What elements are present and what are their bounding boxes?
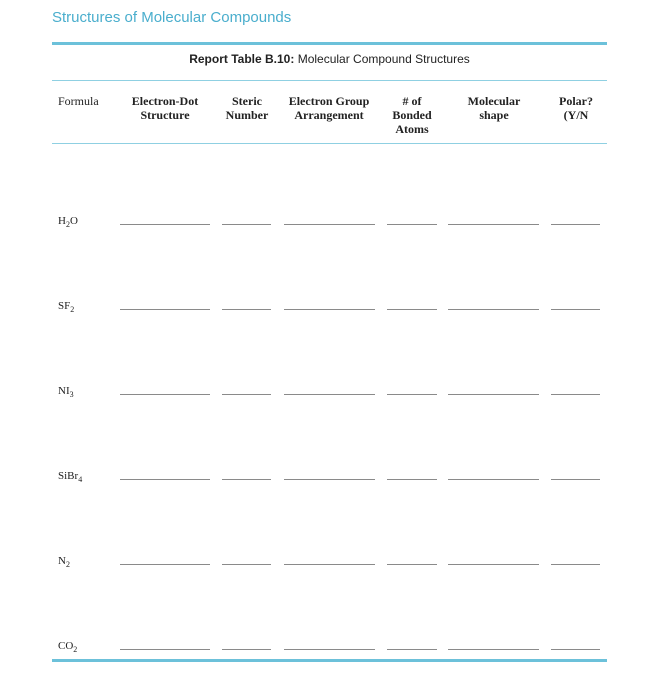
answer-blank-steric-number[interactable] [222,309,271,310]
header-line: Formula [58,94,99,108]
answer-blank-steric-number[interactable] [222,224,271,225]
answer-blank-bonded-atoms[interactable] [387,649,437,650]
formula-text: SF [58,300,71,312]
header-formula [58,94,99,108]
formula-text: NI [58,385,70,397]
answer-blank-polar[interactable] [551,224,600,225]
formula-text: SiBr [58,470,79,482]
answer-blank-steric-number[interactable] [222,564,271,565]
table-caption [52,52,607,66]
header-line: shape [479,108,509,122]
formula-cell [58,385,74,399]
answer-blank-steric-number[interactable] [222,479,271,480]
answer-blank-polar[interactable] [551,649,600,650]
answer-blank-electron-dot[interactable] [120,394,210,395]
answer-blank-molecular-shape[interactable] [448,649,539,650]
answer-blank-bonded-atoms[interactable] [387,564,437,565]
answer-blank-molecular-shape[interactable] [448,394,539,395]
answer-blank-polar[interactable] [551,479,600,480]
header-line: Structure [140,108,190,122]
formula-cell [58,215,78,229]
answer-blank-bonded-atoms[interactable] [387,309,437,310]
answer-blank-electron-group[interactable] [284,564,375,565]
header-steric [221,94,273,122]
answer-blank-electron-group[interactable] [284,479,375,480]
formula-subscript: 3 [69,390,74,400]
formula-subscript: 2 [65,220,70,230]
formula-cell [58,640,77,654]
table-bottom-rule [52,659,607,662]
header-line: Polar? [559,94,593,108]
formula-cell [58,470,82,484]
answer-blank-bonded-atoms[interactable] [387,224,437,225]
formula-text: N [58,555,66,567]
answer-blank-bonded-atoms[interactable] [387,479,437,480]
formula-subscript: 2 [73,645,78,655]
answer-blank-molecular-shape[interactable] [448,479,539,480]
answer-blank-electron-dot[interactable] [120,649,210,650]
answer-blank-electron-group[interactable] [284,649,375,650]
answer-blank-polar[interactable] [551,394,600,395]
answer-blank-steric-number[interactable] [222,394,271,395]
header-electron-group [282,94,376,122]
header-line: Bonded [392,108,432,122]
formula-cell [58,555,70,569]
header-electron-dot [122,94,208,122]
answer-blank-electron-dot[interactable] [120,224,210,225]
formula-subscript: 2 [65,560,70,570]
formula-text: CO [58,640,74,652]
answer-blank-molecular-shape[interactable] [448,224,539,225]
header-molecular-shape [448,94,540,122]
header-line: Steric [232,94,262,108]
caption-rule [52,80,607,81]
answer-blank-polar[interactable] [551,564,600,565]
answer-blank-molecular-shape[interactable] [448,564,539,565]
page-title: Structures of Molecular Compounds [52,9,292,26]
header-line: # of [402,94,422,108]
caption-text: Molecular Compound Structures [294,52,470,66]
answer-blank-electron-dot[interactable] [120,564,210,565]
header-bonded-atoms [384,94,440,136]
answer-blank-steric-number[interactable] [222,649,271,650]
header-line: Electron-Dot [131,94,199,108]
header-rule [52,143,607,144]
header-polar [548,94,604,122]
header-line: Number [225,108,269,122]
table-top-rule [52,42,607,45]
answer-blank-molecular-shape[interactable] [448,309,539,310]
header-line: Electron Group [288,94,370,108]
formula-subscript: 4 [78,475,83,485]
answer-blank-bonded-atoms[interactable] [387,394,437,395]
answer-blank-electron-group[interactable] [284,309,375,310]
answer-blank-electron-dot[interactable] [120,309,210,310]
header-line: Molecular [467,94,521,108]
formula-text: O [69,215,78,227]
answer-blank-electron-dot[interactable] [120,479,210,480]
answer-blank-electron-group[interactable] [284,224,375,225]
formula-subscript: 2 [70,305,75,315]
header-line: Atoms [395,122,429,136]
answer-blank-electron-group[interactable] [284,394,375,395]
header-line: (Y/N [563,108,589,122]
formula-text: H [58,215,66,227]
caption-bold: Report Table B.10: [189,52,295,66]
formula-cell [58,300,74,314]
header-line: Arrangement [294,108,364,122]
answer-blank-polar[interactable] [551,309,600,310]
